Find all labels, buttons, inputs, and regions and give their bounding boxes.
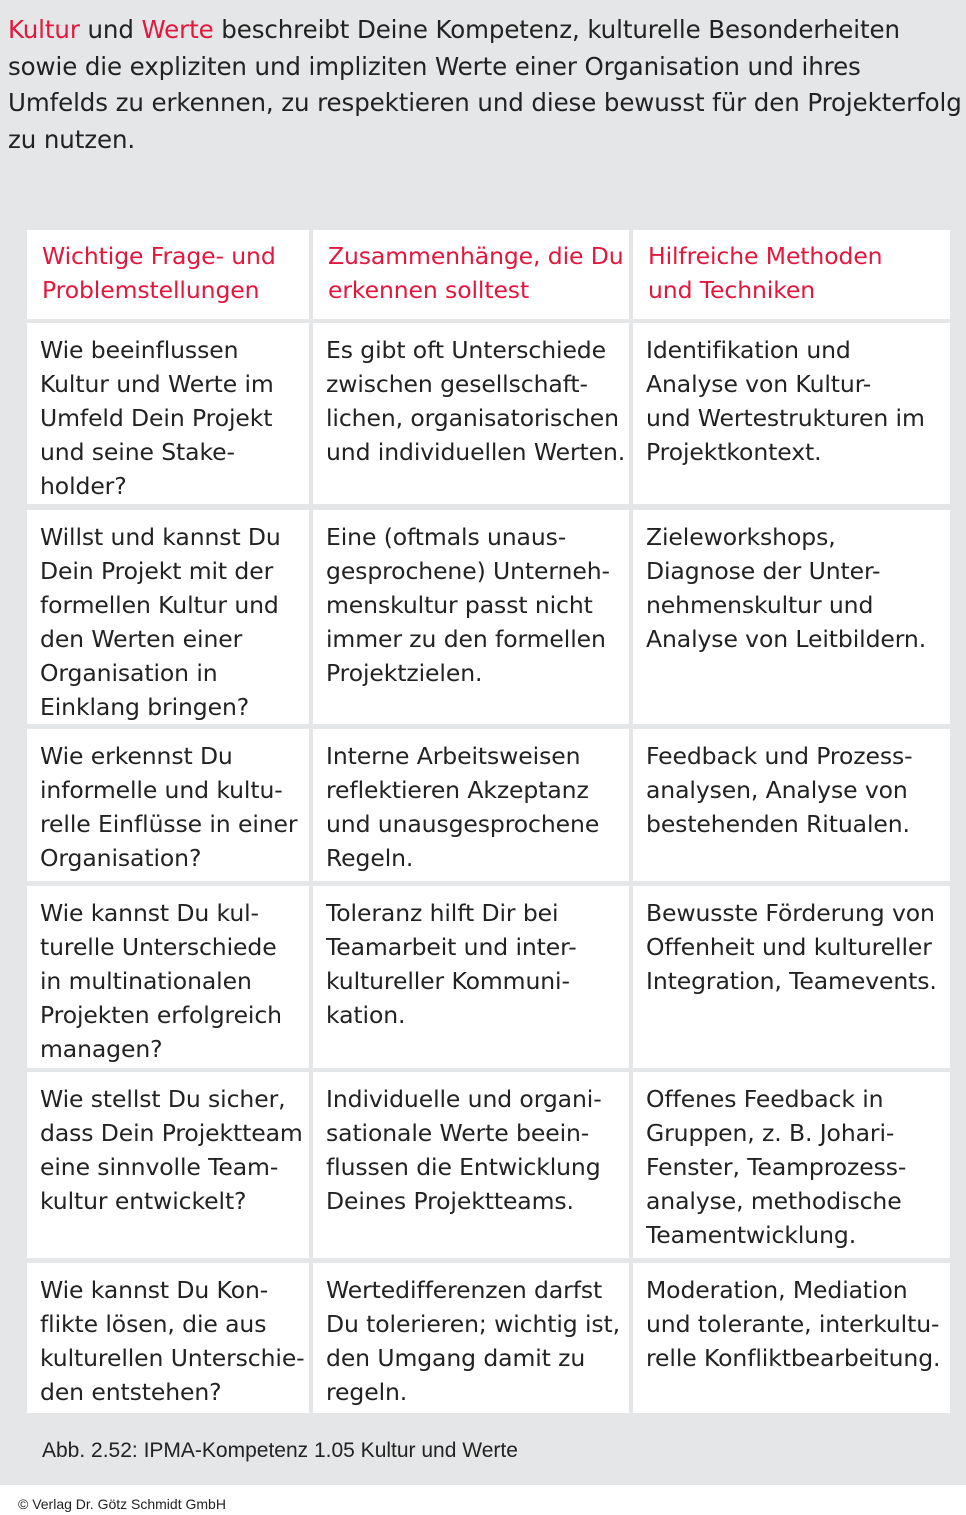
table-cell-relation: Individuelle und organi- sationale Werte beein- flussen die Entwicklung Deines Projektteams. [313,1072,629,1258]
table-cell-question: Wie erkennst Du informelle und kultu- relle Einflüsse in einer Organisation? [27,729,309,881]
table-cell-question: Wie beeinflussen Kultur und Werte im Umfeld Dein Projekt und seine Stake- holder? [27,323,309,504]
intro-text: beschreibt Deine Kompetenz, kulturelle Besonderheiten sowie die expliziten und impliziten Werte einer Organisation und ihres Umfelds zu erkennen, zu respektieren und diese bewusst für den Projekterfolg zu nutzen. [8,15,962,154]
table-cell-question: Wie kannst Du Kon- flikte lösen, die aus kulturellen Unterschie- den entstehen? [27,1263,309,1413]
table-cell-relation: Interne Arbeitsweisen reflektieren Akzeptanz und unausgesprochene Regeln. [313,729,629,881]
table-cell-relation: Wertedifferenzen darfst Du tolerieren; wichtig ist, den Umgang damit zu regeln. [313,1263,629,1413]
table-cell-question: Wie stellst Du sicher, dass Dein Projektteam eine sinnvolle Team- kultur entwickelt? [27,1072,309,1258]
table-header-relations: Zusammenhänge, die Du erkennen solltest [313,230,629,319]
copyright-notice: © Verlag Dr. Götz Schmidt GmbH [18,1496,226,1512]
table-cell-method: Moderation, Mediation und tolerante, interkultu- relle Konfliktbearbeitung. [633,1263,950,1413]
table-cell-method: Feedback und Prozess- analysen, Analyse von bestehenden Ritualen. [633,729,950,881]
table-cell-method: Zieleworkshops, Diagnose der Unter- nehmenskultur und Analyse von Leitbildern. [633,510,950,724]
intro-highlight-werte: Werte [141,15,214,44]
table-header-questions: Wichtige Frage- und Problemstellungen [27,230,309,319]
table-cell-relation: Toleranz hilft Dir bei Teamarbeit und inter- kultureller Kommuni- kation. [313,886,629,1068]
intro-paragraph [8,12,963,158]
table-cell-method: Bewusste Förderung von Offenheit und kultureller Integration, Teamevents. [633,886,950,1068]
table-cell-question: Wie kannst Du kul- turelle Unterschiede in multinationalen Projekten erfolgreich managen? [27,886,309,1068]
table-cell-method: Offenes Feedback in Gruppen, z. B. Johari- Fenster, Teamprozess- analyse, methodische Teamentwicklung. [633,1072,950,1258]
intro-highlight-kultur: Kultur [8,15,80,44]
table-cell-question: Willst und kannst Du Dein Projekt mit der formellen Kultur und den Werten einer Organisation in Einklang bringen? [27,510,309,724]
table-cell-relation: Es gibt oft Unterschiede zwischen gesellschaft- lichen, organisatorischen und individuellen Werten. [313,323,629,504]
figure-caption: Abb. 2.52: IPMA-Kompetenz 1.05 Kultur und Werte [42,1439,518,1462]
table-cell-method: Identifikation und Analyse von Kultur- und Wertestrukturen im Projektkontext. [633,323,950,504]
table-header-methods: Hilfreiche Methoden und Techniken [633,230,950,319]
table-cell-relation: Eine (oftmals unaus- gesprochene) Unterneh- menskultur passt nicht immer zu den formellen Projektzielen. [313,510,629,724]
intro-connector: und [79,15,142,44]
